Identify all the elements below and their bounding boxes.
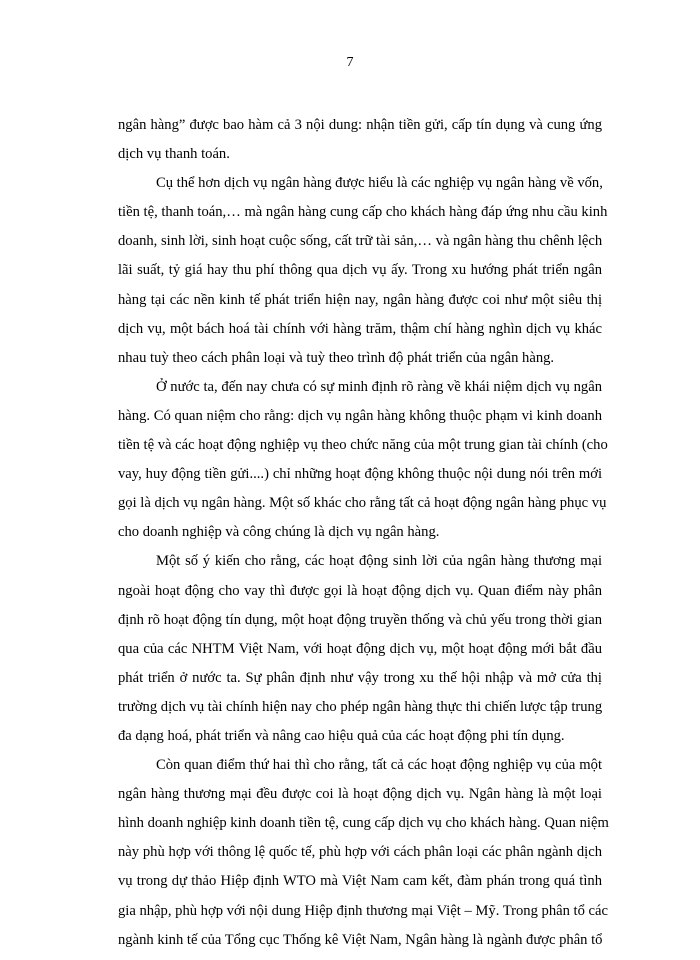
text-line: ngân hàng” được bao hàm cả 3 nội dung: nhận tiền gửi, cấp tín dụng và cung ứng [118, 117, 602, 133]
paragraph-1 [118, 111, 602, 169]
text-line: ngành kinh tế của Tổng cục Thống kê Việt Nam, Ngân hàng là ngành được phân tổ [118, 931, 603, 948]
text-line: Ở nước ta, đến nay chưa có sự minh định rõ ràng về khái niệm dịch vụ ngân [156, 378, 602, 395]
text-line: ngoài hoạt động cho vay thì được gọi là hoạt động dịch vụ. Quan điểm này phân [118, 582, 602, 599]
text-line: dịch vụ thanh toán. [118, 146, 230, 163]
text-line: hình doanh nghiệp kinh doanh tiền tệ, cung cấp dịch vụ cho khách hàng. Quan niệm [118, 815, 609, 832]
text-line: phát triển ở nước ta. Sự phân định như vậy trong xu thế hội nhập và mở cửa thị [118, 669, 602, 686]
paragraph-2 [118, 169, 608, 373]
text-line: vụ trong dự thảo Hiệp định WTO mà Việt Nam cam kết, đàm phán trong quá tình [118, 873, 602, 890]
text-line: Cụ thể hơn dịch vụ ngân hàng được hiểu là các nghiệp vụ ngân hàng về vốn, [156, 175, 603, 192]
text-line: này phù hợp với thông lệ quốc tế, phù hợp với cách phân loại các phân ngành dịch [118, 844, 602, 861]
text-line: gọi là dịch vụ ngân hàng. Một số khác cho rằng tất cả hoạt động ngân hàng phục vụ [118, 495, 607, 512]
text-line: dịch vụ, một bách hoá tài chính với hàng trăm, thậm chí hàng nghìn dịch vụ khác [118, 320, 602, 337]
body-text [118, 111, 609, 955]
page-number: 7 [346, 55, 354, 70]
text-line: nhau tuỳ theo cách phân loại và tuỳ theo trình độ phát triển của ngân hàng. [118, 349, 555, 366]
text-line: định rõ hoạt động tín dụng, một hoạt động truyền thống và chủ yếu trong thời gian [118, 611, 602, 628]
paragraph-5 [118, 751, 609, 955]
paragraph-4 [118, 547, 602, 751]
text-line: lãi suất, tỷ giá hay thu phí thông qua dịch vụ ấy. Trong xu hướng phát triển ngân [118, 262, 602, 279]
text-line: qua của các NHTM Việt Nam, với hoạt động dịch vụ, một hoạt động mới bắt đầu [118, 640, 602, 657]
paragraph-3 [118, 373, 608, 548]
text-line: doanh, sinh lời, sinh hoạt cuộc sống, cất trữ tài sản,… và ngân hàng thu chênh lệch [118, 233, 603, 250]
text-line: gia nhập, phù hợp với nội dung Hiệp định thương mại Việt – Mỹ. Trong phân tổ các [118, 902, 608, 919]
text-line: hàng. Có quan niệm cho rằng: dịch vụ ngân hàng không thuộc phạm vi kinh doanh [118, 407, 602, 424]
text-line: tiền tệ, thanh toán,… mà ngân hàng cung cấp cho khách hàng đáp ứng nhu cầu kinh [118, 204, 608, 221]
text-line: hàng tại các nền kinh tế phát triển hiện nay, ngân hàng được coi như một siêu thị [118, 291, 602, 308]
text-line: tiền tệ và các hoạt động nghiệp vụ theo chức năng của một trung gian tài chính (cho [118, 437, 608, 454]
text-line: đa dạng hoá, phát triển và nâng cao hiệu quả của các hoạt động phi tín dụng. [118, 727, 565, 744]
text-line: Còn quan điểm thứ hai thì cho rằng, tất cả các hoạt động nghiệp vụ của một [156, 757, 602, 774]
text-line: Một số ý kiến cho rằng, các hoạt động sinh lời của ngân hàng thương mại [156, 553, 602, 570]
text-line: cho doanh nghiệp và công chúng là dịch vụ ngân hàng. [118, 524, 440, 541]
text-line: trường dịch vụ tài chính hiện nay cho phép ngân hàng thực thi chiến lược tập trung [118, 698, 603, 715]
text-line: ngân hàng thương mại đều được coi là hoạt động dịch vụ. Ngân hàng là một loại [118, 786, 602, 803]
text-line: vay, huy động tiền gửi....) chỉ những hoạt động không thuộc nội dung nói trên mới [118, 466, 602, 483]
